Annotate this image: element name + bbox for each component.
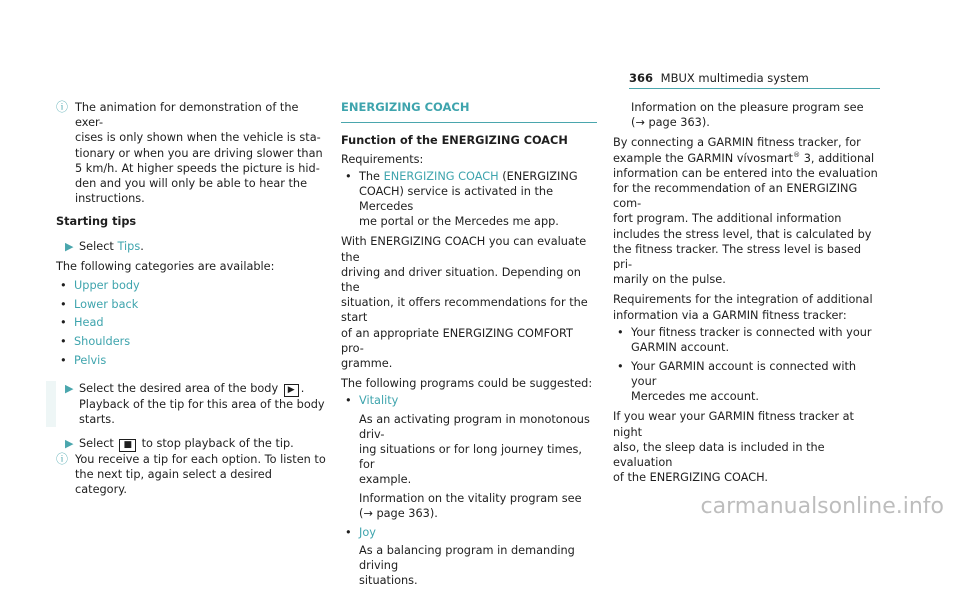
category-list	[56, 278, 326, 368]
step-text: Select	[79, 436, 114, 450]
section-divider	[341, 122, 597, 123]
category-head[interactable]: • Head	[56, 315, 326, 330]
column-middle	[341, 100, 597, 592]
watermark-logo: carmanualsonline.info	[700, 494, 944, 519]
step-arrow-icon: ▶	[65, 436, 74, 450]
vitality-info: Information on the vitality program see (→ page 363).	[359, 491, 582, 520]
column-right	[613, 100, 879, 485]
program-joy	[341, 525, 597, 589]
category-lower-back[interactable]: • Lower back	[56, 297, 326, 312]
garmin-requirement-item: • Your GARMIN account is connected with your Mercedes me account.	[613, 359, 879, 405]
energizing-coach-link[interactable]: ENERGIZING COACH	[383, 169, 499, 183]
requirement-item	[341, 169, 597, 230]
header-divider	[629, 88, 880, 89]
vitality-description: As an activating program in monotonous driv- ing situations or for long journey times, for example.	[359, 412, 590, 487]
starting-tips-heading: Starting tips	[56, 215, 137, 229]
category-shoulders[interactable]: • Shoulders	[56, 334, 326, 349]
step-stop	[56, 436, 326, 452]
program-list	[341, 393, 597, 588]
program-vitality	[341, 393, 597, 521]
garmin-text-rest: 3, additional information can be entered into the evaluation for the recommendation of an ENERGIZING com- fort program. The additional information includes the stress level, that is calculated by the fitness tracker. The stress level is based pri- marily on the pulse.	[613, 151, 878, 287]
category-pelvis[interactable]: • Pelvis	[56, 353, 326, 368]
page-header	[629, 71, 809, 85]
joy-link[interactable]: Joy	[359, 525, 376, 539]
step-text: Select	[79, 239, 118, 253]
info-icon: ⓘ	[56, 100, 69, 114]
garmin-text: By connecting a GARMIN fitness tracker, for example the GARMIN vívosmart	[613, 136, 861, 165]
garmin-requirements-intro: Requirements for the integration of additional information via a GARMIN fitness tracker:	[613, 293, 873, 322]
step-result: Playback of the tip for this area of the body starts.	[79, 397, 325, 426]
note-tip	[56, 452, 326, 498]
sleep-data-paragraph: If you wear your GARMIN fitness tracker at night also, the sleep data is included in the evaluation of the ENERGIZING COACH.	[613, 410, 854, 485]
requirements-label: Requirements:	[341, 153, 424, 167]
garmin-requirement-item: • Your fitness tracker is connected with your GARMIN account.	[613, 325, 879, 355]
step-punctuation: .	[140, 239, 144, 253]
stop-icon: ■	[119, 439, 136, 452]
garmin-paragraph	[613, 135, 879, 287]
note-text: You receive a tip for each option. To listen to the next tip, again select a desired category.	[75, 452, 326, 497]
vitality-link[interactable]: Vitality	[359, 394, 399, 408]
requirements-list	[341, 169, 597, 230]
step-text-end: to stop playback of the tip.	[141, 436, 294, 450]
section-title: ENERGIZING COACH	[341, 100, 470, 114]
info-icon: ⓘ	[56, 451, 69, 466]
garmin-requirements-list	[613, 325, 879, 405]
step-arrow-icon: ▶	[65, 239, 74, 253]
page-number: 366	[629, 71, 654, 85]
registered-mark: ®	[793, 150, 801, 159]
function-heading: Function of the ENERGIZING COACH	[341, 134, 568, 148]
step-select-area: ▶ Select the desired area of the body ▶ . Playback of the tip for this area of the body starts.	[46, 381, 326, 427]
intro-paragraph: With ENERGIZING COACH you can evaluate the driving and driver situation. Depending on the situation, it offers recommendations for the start of an appropriate ENERGIZING COMFORT pro- gramme.	[341, 235, 588, 371]
column-left	[56, 100, 326, 498]
step-text: Select the desired area of the body	[79, 381, 279, 395]
pleasure-info: Information on the pleasure program see (→ page 363).	[631, 101, 864, 130]
note-text: The animation for demonstration of the exer- cises is only shown when the vehicle is sta- tionary or when you are driving slower than 5 km/h. At higher speeds the picture is hid- den and you will only be able to hear the instructions.	[75, 101, 323, 206]
categories-intro: The following categories are available:	[56, 259, 275, 273]
play-icon: ▶	[284, 384, 299, 397]
tips-link[interactable]: Tips	[117, 239, 141, 253]
joy-description: As a balancing program in demanding driving situations.	[359, 543, 575, 588]
note-animation	[56, 100, 326, 206]
step-select-tips	[56, 239, 326, 254]
step-arrow-icon: ▶	[65, 381, 74, 395]
req-text-rest: (ENERGIZING COACH) service is activated in the Mercedes me portal or the Mercedes me app.	[359, 169, 578, 229]
page-header-title: MBUX multimedia system	[660, 71, 809, 85]
category-upper-body[interactable]: • Upper body	[56, 278, 326, 293]
programs-intro: The following programs could be suggested:	[341, 377, 593, 391]
req-text: The	[359, 169, 384, 183]
